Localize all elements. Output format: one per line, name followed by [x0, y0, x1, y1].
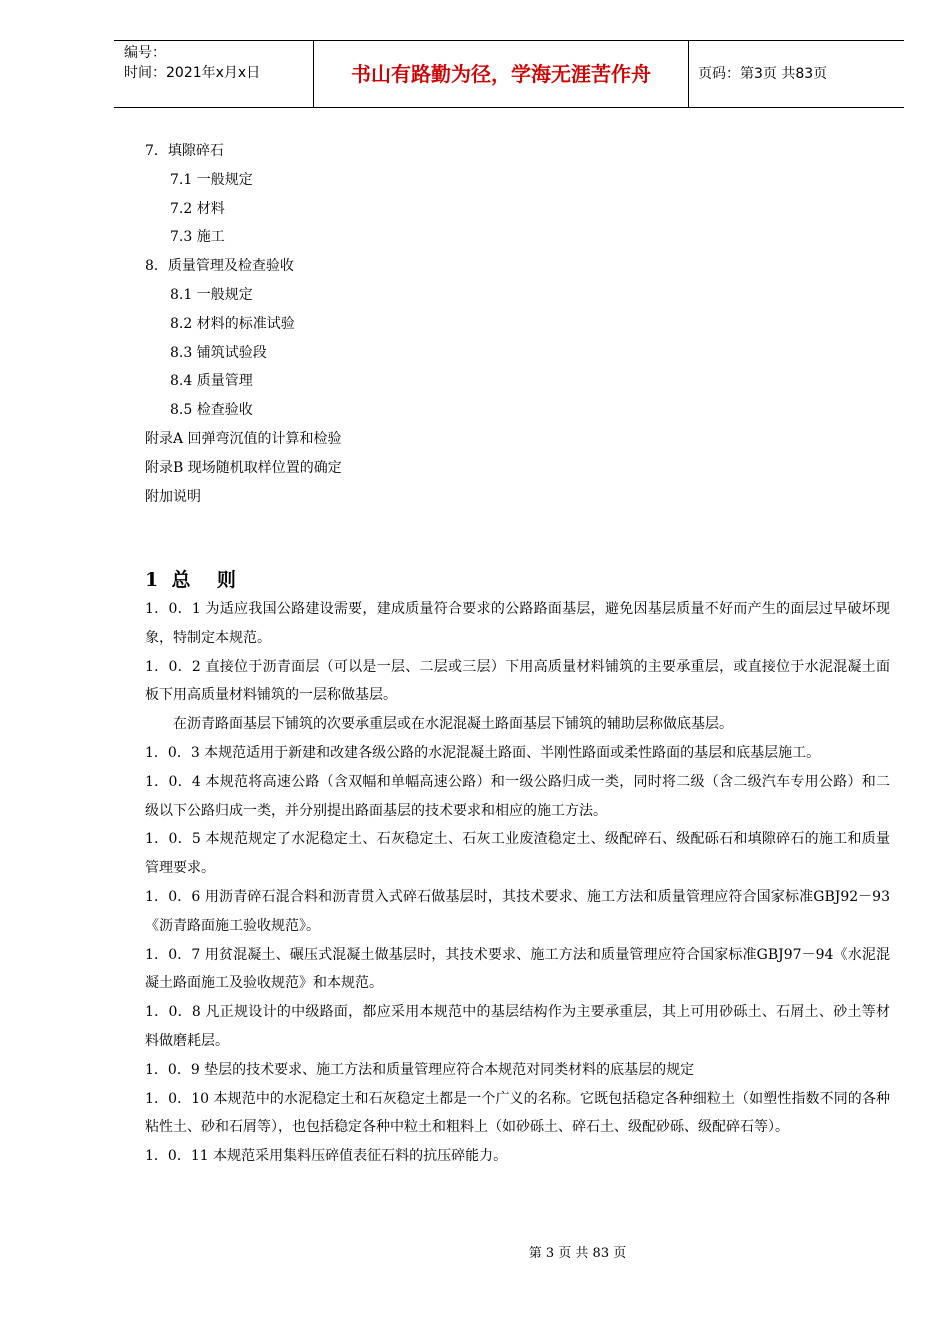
clause-paragraph: 1．0．11 本规范采用集料压碎值表征石料的抗压碎能力。: [145, 1148, 508, 1165]
toc-item: 8.4 质量管理: [170, 373, 253, 390]
toc-item: 附录B 现场随机取样位置的确定: [145, 459, 342, 476]
clause-paragraph: 1．0．3 本规范适用于新建和改建各级公路的水泥混凝土路面、半刚性路面或柔性路面的基层和底基层施工。: [145, 744, 821, 761]
section-body: [145, 595, 890, 1171]
clause-paragraph: 1．0．4 本规范将高速公路（含双幅和单幅高速公路）和一级公路归成一类，同时将二级（含二级汽车专用公路）和二级以下公路归成一类，并分别提出路面基层的技术要求和相应的施工方法。: [145, 773, 890, 819]
toc-item: 8．质量管理及检查验收: [145, 258, 294, 275]
clause-paragraph: 1．0．1 为适应我国公路建设需要，建成质量符合要求的公路路面基层，避免因基层质量不好而产生的面层过早破坏现象，特制定本规范。: [145, 601, 890, 646]
clause-paragraph: 在沥青路面基层下铺筑的次要承重层或在水泥混凝土路面基层下铺筑的辅助层称做底基层。: [173, 716, 733, 733]
toc-item: 附加说明: [145, 488, 201, 505]
header-motto: 书山有路勤为径，学海无涯苦作舟: [314, 41, 689, 107]
clause-paragraph: 1．0．6 用沥青碎石混合料和沥青贯入式碎石做基层时，其技术要求、施工方法和质量管理应符合国家标准GBJ92－93《沥青路面施工验收规范》。: [145, 888, 890, 934]
clause-paragraph: 1．0．10 本规范中的水泥稳定土和石灰稳定土都是一个广义的名称。它既包括稳定各种细粒土（如塑性指数不同的各种粘性土、砂和石屑等），也包括稳定各种中粒土和粗料上（如砂砾土、碎石土、级配砂砾、级配碎石等）。: [145, 1090, 890, 1136]
header-meta: [114, 41, 314, 107]
page-footer: 第 3 页 共 83 页: [528, 1246, 627, 1261]
toc-item: 8.5 检查验收: [170, 402, 253, 419]
toc-item: 7.2 材料: [170, 200, 225, 217]
section-title: 1 总 则: [145, 569, 236, 591]
document-number-label: 编号：: [124, 45, 166, 61]
clause-paragraph: 1．0．5 本规范规定了水泥稳定土、石灰稳定土、石灰工业废渣稳定土、级配碎石、级配砾石和填隙碎石的施工和质量管理要求。: [145, 831, 890, 877]
toc-item: 8.3 铺筑试验段: [170, 344, 267, 361]
toc-item: 7.3 施工: [170, 229, 225, 246]
header-page-number: 页码：第3页 共83页: [698, 66, 828, 82]
clause-paragraph: 1．0．7 用贫混凝土、碾压式混凝土做基层时，其技术要求、施工方法和质量管理应符合国家标准GBJ97－94《水泥混凝土路面施工及验收规范》和本规范。: [145, 946, 890, 992]
toc-item: 8.1 一般规定: [170, 286, 253, 303]
document-time-label: 时间：2021年x月x日: [124, 65, 261, 81]
page-header: [114, 40, 904, 108]
clause-paragraph: 1．0．9 垫层的技术要求、施工方法和质量管理应符合本规范对同类材料的底基层的规定: [145, 1061, 695, 1078]
toc-item: 8.2 材料的标准试验: [170, 315, 295, 332]
toc-item: 7．填隙碎石: [145, 143, 224, 159]
clause-paragraph: 1．0．2 直接位于沥青面层（可以是一层、二层或三层）下用高质量材料铺筑的主要承重层，或直接位于水泥混凝土面板下用高质量材料铺筑的一层称做基层。: [145, 658, 890, 704]
clause-paragraph: 1．0．8 凡正规设计的中级路面，都应采用本规范中的基层结构作为主要承重层，其上可用砂砾土、石屑土、砂土等材料做磨耗层。: [145, 1004, 890, 1049]
toc-item: 附录A 回弹弯沉值的计算和检验: [145, 430, 342, 447]
table-of-contents: [145, 137, 342, 511]
toc-item: 7.1 一般规定: [170, 171, 253, 188]
